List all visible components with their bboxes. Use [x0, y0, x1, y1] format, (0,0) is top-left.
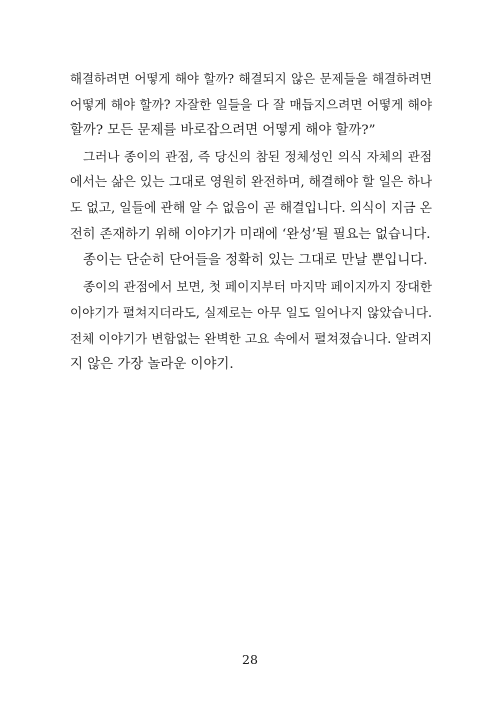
text-line: 이야기가 펼쳐지더라도, 실제로는 아무 일도 일어나지 않았습니다. — [70, 305, 432, 320]
text-line: 지 않은 가장 놀라운 이야기. — [70, 357, 234, 372]
text-line: 도 없고, 일들에 관해 알 수 없음이 곧 해결입니다. 의식이 지금 온 — [70, 201, 432, 216]
text-line: 에서는 삶은 있는 그대로 영원히 완전하며, 해결해야 할 일은 하나 — [70, 175, 432, 190]
text-line: 그러나 종이의 관점, 즉 당신의 참된 정체성인 의식 자체의 관점 — [83, 149, 432, 164]
body-text — [70, 66, 432, 378]
text-line: 종이의 관점에서 보면, 첫 페이지부터 마지막 페이지까지 장대한 — [83, 279, 432, 294]
text-line: 할까? 모든 문제를 바로잡으려면 어떻게 해야 할까?” — [70, 123, 376, 138]
text-line: 전체 이야기가 변함없는 완벽한 고요 속에서 펼쳐졌습니다. 알려지 — [70, 331, 432, 346]
text-line: 종이는 단순히 단어들을 정확히 있는 그대로 만날 뿐입니다. — [83, 253, 428, 268]
text-line: 해결하려면 어떻게 해야 할까? 해결되지 않은 문제들을 해결하려면 — [70, 71, 432, 86]
text-line: 전히 존재하기 위해 이야기가 미래에 ‘완성’될 필요는 없습니다. — [70, 227, 431, 242]
text-line: 어떻게 해야 할까? 자잘한 일들을 다 잘 매듭지으려면 어떻게 해야 — [70, 97, 432, 112]
page-number: 28 — [242, 652, 258, 667]
